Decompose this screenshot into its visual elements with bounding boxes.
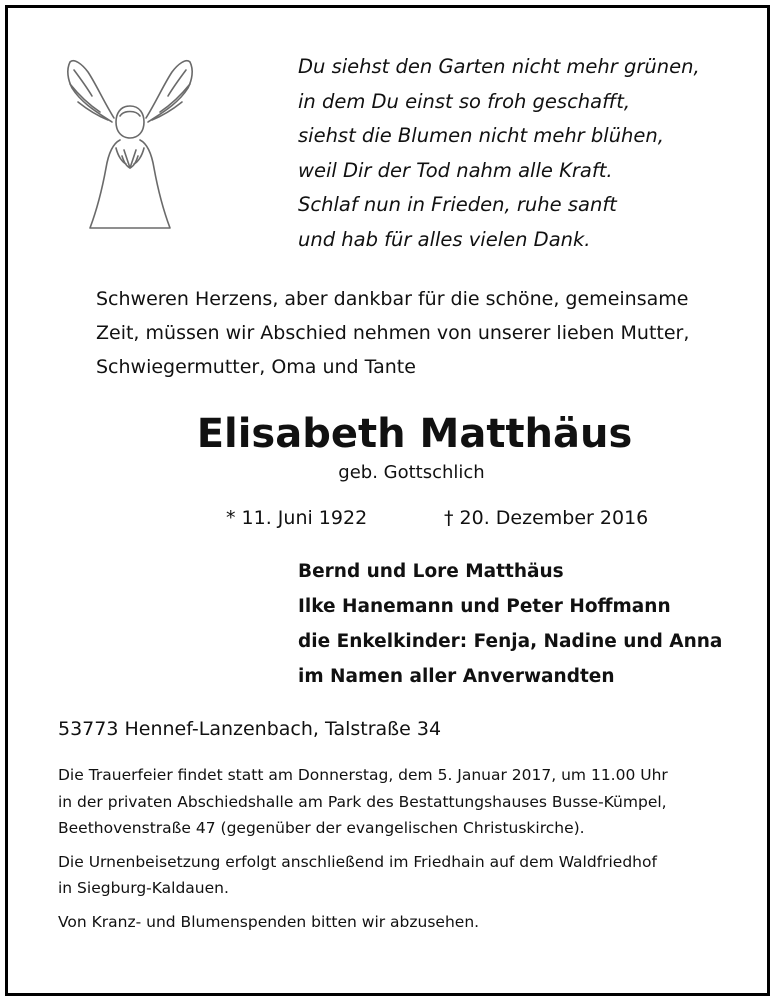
mourner: die Enkelkinder: Fenja, Nadine und Anna [298,631,723,652]
ceremony-info [58,762,748,842]
burial-info [58,849,748,902]
info-line: Die Urnenbeisetzung erfolgt anschließend im Friedhain auf dem Waldfriedhof [58,852,657,871]
poem-line: siehst die Blumen nicht mehr blühen, [298,124,664,147]
mourner: Ilke Hanemann und Peter Hoffmann [298,596,671,617]
family-address: 53773 Hennef-Lanzenbach, Talstraße 34 [58,718,442,740]
intro-line: Schweren Herzens, aber dankbar für die schöne, gemeinsame [96,288,689,310]
poem-line: Du siehst den Garten nicht mehr grünen, [298,55,700,78]
poem-line: in dem Du einst so froh geschafft, [298,89,631,113]
info-line: Von Kranz- und Blumenspenden bitten wir abzusehen. [58,912,480,931]
poem [298,50,700,257]
angel-icon [60,44,200,234]
maiden-name: geb. Gottschlich [338,462,485,483]
deceased-name: Elisabeth Matthäus [196,411,633,457]
info-line: Die Trauerfeier findet statt am Donnerstag, dem 5. Januar 2017, um 11.00 Uhr [58,766,668,784]
mourner: im Namen aller Anverwandten [298,666,615,687]
poem-line: Schlaf nun in Frieden, ruhe sanft [298,193,617,216]
death-date: † 20. Dezember 2016 [444,507,649,529]
poem-line: weil Dir der Tod nahm alle Kraft. [298,158,613,182]
info-line: in Siegburg-Kaldauen. [58,879,229,897]
flowers-note [58,909,748,936]
poem-line: und hab für alles vielen Dank. [298,227,591,251]
obituary-notice [5,5,770,996]
intro-line: Schwiegermutter, Oma und Tante [96,356,416,378]
info-line: Beethovenstraße 47 (gegenüber der evangelischen Christuskirche). [58,819,585,837]
service-info [58,762,748,942]
intro-text [96,282,746,384]
birth-date: * 11. Juni 1922 [226,507,368,529]
mourners-list [298,554,722,694]
mourner: Bernd und Lore Matthäus [298,561,564,582]
intro-line: Zeit, müssen wir Abschied nehmen von unserer lieben Mutter, [96,322,690,344]
info-line: in der privaten Abschiedshalle am Park des Bestattungshauses Busse-Kümpel, [58,792,667,811]
